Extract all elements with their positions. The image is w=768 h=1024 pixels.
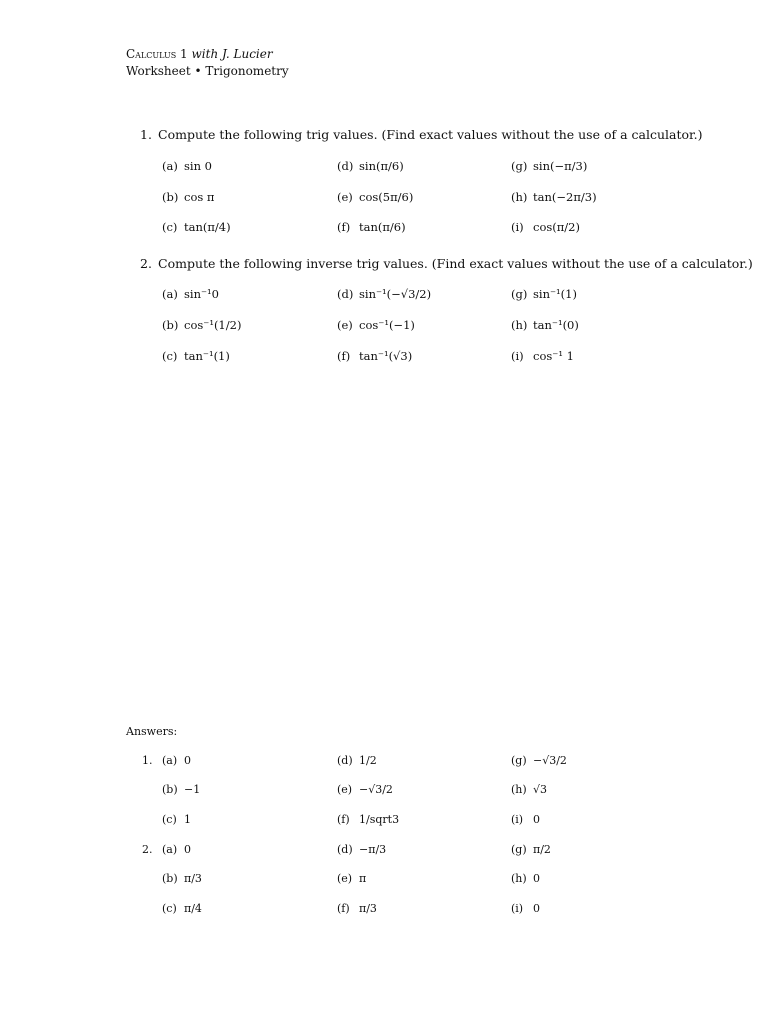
answer-item: (h) √3: [511, 783, 548, 796]
problem-2-item: (d) sin⁻¹(−√3/2): [337, 287, 432, 301]
course-title: Calculus 1: [126, 47, 188, 61]
answer-item: (e) π: [337, 872, 367, 885]
problem-1-item: (d) sin(π/6): [337, 159, 404, 173]
problem-2-prompt: Compute the following inverse trig values. (Find exact values without the use of a calculator.): [158, 256, 753, 271]
answer-item: (b) π/3: [162, 872, 202, 885]
answer-item: (b) −1: [162, 783, 201, 796]
problem-1-item: (f) tan(π/6): [337, 220, 406, 234]
problem-2-item: (b) cos⁻¹(1/2): [162, 318, 242, 332]
problem-2-item: (a) sin⁻¹0: [162, 287, 219, 301]
problem-1-item: (b) cos π: [162, 190, 215, 204]
answer-item: (c) π/4: [162, 902, 202, 915]
answer-item: (a) 0: [162, 843, 191, 856]
answer-item: (d) −π/3: [337, 843, 387, 856]
problem-1-item: (i) cos(π/2): [511, 220, 580, 234]
problem-1-item: (a) sin 0: [162, 159, 212, 173]
problem-2-item: (i) cos⁻¹ 1: [511, 349, 574, 363]
answer-item: (g) π/2: [511, 843, 551, 856]
problem-1-item: (e) cos(5π/6): [337, 190, 414, 204]
answer-item: (c) 1: [162, 813, 191, 826]
answer-item: (a) 0: [162, 754, 191, 767]
answer-item: (i) 0: [511, 902, 540, 915]
answer-item: (d) 1/2: [337, 754, 377, 767]
answer-item: (h) 0: [511, 872, 540, 885]
instructor-name: with J. Lucier: [191, 47, 273, 61]
answer-item: (f) π/3: [337, 902, 377, 915]
problem-1-item: (c) tan(π/4): [162, 220, 231, 234]
problem-2-item: (c) tan⁻¹(1): [162, 349, 230, 363]
answer-item: (e) −√3/2: [337, 783, 393, 796]
problem-1-number: 1.: [140, 127, 152, 142]
problem-2-item: (g) sin⁻¹(1): [511, 287, 577, 301]
problem-1-item: (g) sin(−π/3): [511, 159, 588, 173]
course-header: [126, 47, 273, 61]
worksheet-subtitle: Worksheet • Trigonometry: [126, 64, 289, 78]
problem-2-item: (e) cos⁻¹(−1): [337, 318, 415, 332]
problem-2-number: 2.: [140, 256, 152, 271]
answer-item: (f) 1/sqrt3: [337, 813, 400, 826]
answers-heading: Answers:: [126, 725, 178, 738]
problem-1-item: (h) tan(−2π/3): [511, 190, 597, 204]
answers-group-2-number: 2.: [142, 843, 153, 856]
problem-1-prompt: Compute the following trig values. (Find exact values without the use of a calculator.): [158, 127, 703, 142]
answers-group-1-number: 1.: [142, 754, 153, 767]
problem-2-item: (f) tan⁻¹(√3): [337, 349, 413, 363]
answer-item: (i) 0: [511, 813, 540, 826]
problem-2-item: (h) tan⁻¹(0): [511, 318, 579, 332]
answer-item: (g) −√3/2: [511, 754, 567, 767]
